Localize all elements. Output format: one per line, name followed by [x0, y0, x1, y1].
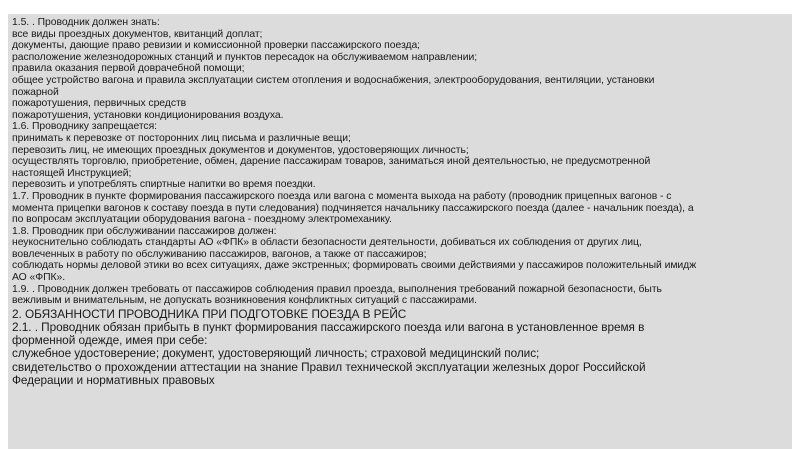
- text-line: документы, дающие право ревизии и комиссионной проверки пассажирского поезда;: [12, 40, 421, 52]
- text-line: момента прицепки вагонов к составу поезда в пути следования) подчиняется начальнику пассажирского поезда (далее - начальник поезда), а: [12, 202, 694, 214]
- text-line: настоящей Инструкцией;: [12, 167, 132, 179]
- document-text: [12, 17, 790, 387]
- text-line: 1.5. . Проводник должен знать:: [12, 17, 160, 28]
- text-line: 1.8. Проводник при обслуживании пассажиров должен:: [12, 225, 277, 237]
- text-line: Федерации и нормативных правовых: [12, 372, 215, 387]
- text-line: 2.1. . Проводник обязан прибыть в пункт формирования пассажирского поезда или вагона в установленное время в: [12, 320, 645, 335]
- text-line: пожарной: [12, 86, 59, 98]
- text-line: 1.7. Проводник в пункте формирования пассажирского поезда или вагона с момента выхода на работу (проводник прицепных вагонов - с: [12, 190, 672, 202]
- text-line: 1.6. Проводнику запрещается:: [12, 121, 157, 133]
- text-line: 1.9. . Проводник должен требовать от пассажиров соблюдения правил проезда, выполнения требований пожарной безопасности, быть: [12, 283, 662, 295]
- text-line: перевозить и употреблять спиртные напитки во время поездки.: [12, 179, 316, 191]
- text-line: принимать к перевозке от посторонних лиц письма и различные вещи;: [12, 132, 351, 144]
- text-line: по вопросам эксплуатации оборудования вагона - поездному электромеханику.: [12, 214, 392, 226]
- text-line: соблюдать нормы деловой этики во всех ситуациях, даже экстренных; формировать своими действиями у пассажиров положительный имидж: [12, 260, 697, 272]
- text-line: правила оказания первой доврачебной помощи;: [12, 63, 245, 75]
- text-line: вовлеченных в работу по обслуживанию пассажиров, вагонов, а также от пассажиров;: [12, 248, 427, 260]
- text-line: форменной одежде, имея при себе:: [12, 333, 208, 348]
- text-line: свидетельство о прохождении аттестации на знание Правил технической эксплуатации железных дорог Российской: [12, 359, 646, 374]
- text-line: осуществлять торговлю, приобретение, обмен, дарение пассажирам товаров, заниматься иной деятельностью, не предусмотренной: [12, 156, 651, 168]
- text-line: пожаротушения, установки кондиционирования воздуха.: [12, 109, 284, 121]
- text-line: перевозить лиц, не имеющих проездных документов и документов, удостоверяющих личность;: [12, 144, 469, 156]
- text-line: расположение железнодорожных станций и пунктов пересадок на обслуживаемом направлении;: [12, 51, 478, 63]
- text-line: вежливым и внимательным, не допускать возникновения конфликтных ситуаций с пассажирами.: [12, 295, 477, 307]
- text-line: служебное удостоверение; документ, удостоверяющий личность; страховой медицинский полис;: [12, 346, 540, 361]
- text-line: все виды проездных документов, квитанций доплат;: [12, 28, 263, 40]
- text-line: АО «ФПК».: [12, 272, 66, 284]
- text-line: пожаротушения, первичных средств: [12, 98, 187, 110]
- text-line: общее устройство вагона и правила эксплуатации систем отопления и водоснабжения, электрооборудования, вентиляции, установки: [12, 74, 655, 86]
- text-line: неукоснительно соблюдать стандарты АО «ФПК» в области безопасности деятельности, добиваться их соблюдения от других лиц,: [12, 237, 642, 249]
- slide-background: [8, 14, 792, 449]
- section-heading: 2. ОБЯЗАННОСТИ ПРОВОДНИКА ПРИ ПОДГОТОВКЕ ПОЕЗДА В РЕЙС: [12, 306, 407, 321]
